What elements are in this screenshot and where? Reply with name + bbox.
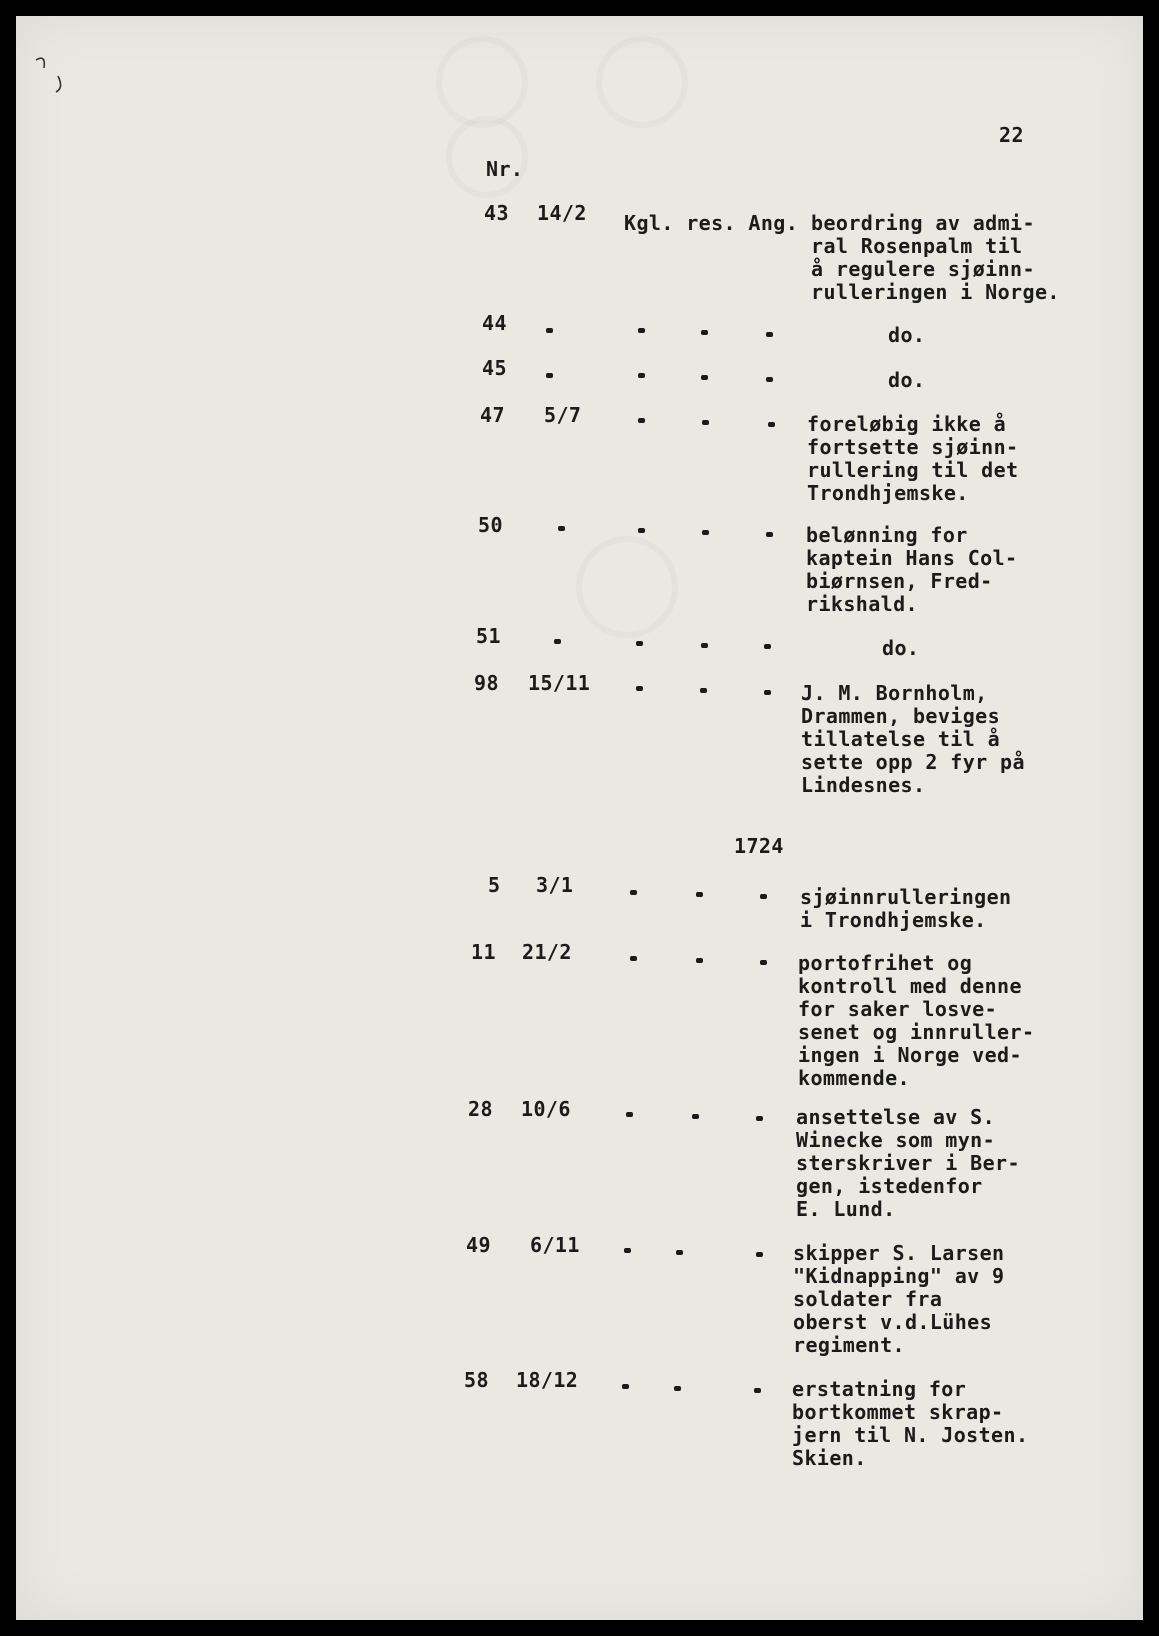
header-line: Kgl. res. Ang. [624, 211, 799, 235]
entry-description: skipper S. Larsen "Kidnapping" av 9 soldater fra oberst v.d.Lühes regiment. [793, 1241, 1005, 1357]
entry-date: 10/6 [521, 1097, 571, 1121]
ditto-dash [622, 1384, 629, 1389]
entry-nr: 28 [468, 1097, 493, 1121]
pencil-mark-icon [30, 44, 70, 94]
ditto-dash [546, 328, 553, 333]
ditto-dash [701, 375, 708, 380]
watermark-circle [436, 36, 528, 128]
ditto-dash [624, 1248, 631, 1253]
entry-nr: 44 [482, 311, 507, 335]
document-page [16, 16, 1143, 1620]
ditto-dash [760, 894, 767, 899]
watermark-circle [596, 36, 688, 128]
page-number: 22 [999, 123, 1024, 147]
entry-nr: 45 [482, 356, 507, 380]
entry-nr: 11 [471, 940, 496, 964]
ditto-dash [638, 418, 645, 423]
ditto-dash [692, 1114, 699, 1119]
ditto-dash [700, 688, 707, 693]
entry-description: ansettelse av S. Winecke som myn- sterskriver i Ber- gen, istedenfor E. Lund. [796, 1105, 1020, 1221]
ditto-dash [764, 690, 771, 695]
entry-date: 21/2 [522, 940, 572, 964]
ditto-dash [636, 641, 643, 646]
ditto-dash [701, 330, 708, 335]
entry-date: 6/11 [530, 1233, 580, 1257]
ditto-dash [760, 960, 767, 965]
entry-description: portofrihet og kontroll med denne for saker losve- senet og innruller- ingen i Norge ved- kommende. [798, 951, 1035, 1090]
ditto-dash [696, 892, 703, 897]
watermark-circle [576, 536, 678, 638]
entry-date: 5/7 [544, 403, 582, 427]
ditto-dash [630, 890, 637, 895]
ditto-dash [636, 686, 643, 691]
entry-description: erstatning for bortkommet skrap- jern til N. Josten. Skien. [792, 1377, 1029, 1470]
entry-nr: 51 [476, 624, 501, 648]
ditto-dash [754, 1388, 761, 1393]
ditto-dash [638, 373, 645, 378]
ditto-dash [756, 1116, 763, 1121]
ditto-dash [638, 328, 645, 333]
ditto-dash [558, 526, 565, 531]
ditto-dash [702, 420, 709, 425]
ditto-dash [676, 1250, 683, 1255]
entry-date: 18/12 [516, 1368, 579, 1392]
entry-nr: 58 [464, 1368, 489, 1392]
ditto-dash [768, 422, 775, 427]
entry-nr: 47 [480, 403, 505, 427]
entry-description: J. M. Bornholm, Drammen, beviges tillatelse til å sette opp 2 fyr på Lindesnes. [801, 681, 1025, 797]
entry-description: beordring av admi- ral Rosenpalm til å regulere sjøinn- rulleringen i Norge. [811, 211, 1060, 304]
entry-description: do. [888, 323, 926, 347]
entry-nr: 49 [466, 1233, 491, 1257]
ditto-dash [701, 643, 708, 648]
entry-nr: 5 [488, 873, 501, 897]
ditto-dash [756, 1252, 763, 1257]
entry-nr: 50 [478, 513, 503, 537]
entry-description: do. [882, 636, 920, 660]
entry-description: foreløbig ikke å fortsette sjøinn- rullering til det Trondhjemske. [807, 412, 1019, 505]
ditto-dash [766, 332, 773, 337]
entry-date: 14/2 [537, 201, 587, 225]
ditto-dash [766, 532, 773, 537]
ditto-dash [696, 958, 703, 963]
ditto-dash [626, 1112, 633, 1117]
ditto-dash [674, 1386, 681, 1391]
ditto-dash [554, 639, 561, 644]
entry-date: 3/1 [536, 873, 574, 897]
ditto-dash [638, 528, 645, 533]
ditto-dash [702, 530, 709, 535]
nr-label: Nr. [486, 157, 524, 181]
entry-date: 15/11 [528, 671, 591, 695]
entry-nr: 98 [474, 671, 499, 695]
ditto-dash [630, 956, 637, 961]
entry-description: do. [888, 368, 926, 392]
ditto-dash [764, 644, 771, 649]
year-heading: 1724 [734, 834, 784, 858]
ditto-dash [546, 373, 553, 378]
entry-description: sjøinnrulleringen i Trondhjemske. [800, 885, 1012, 932]
ditto-dash [766, 377, 773, 382]
entry-description: belønning for kaptein Hans Col- biørnsen, Fred- rikshald. [806, 523, 1018, 616]
entry-nr: 43 [484, 201, 509, 225]
